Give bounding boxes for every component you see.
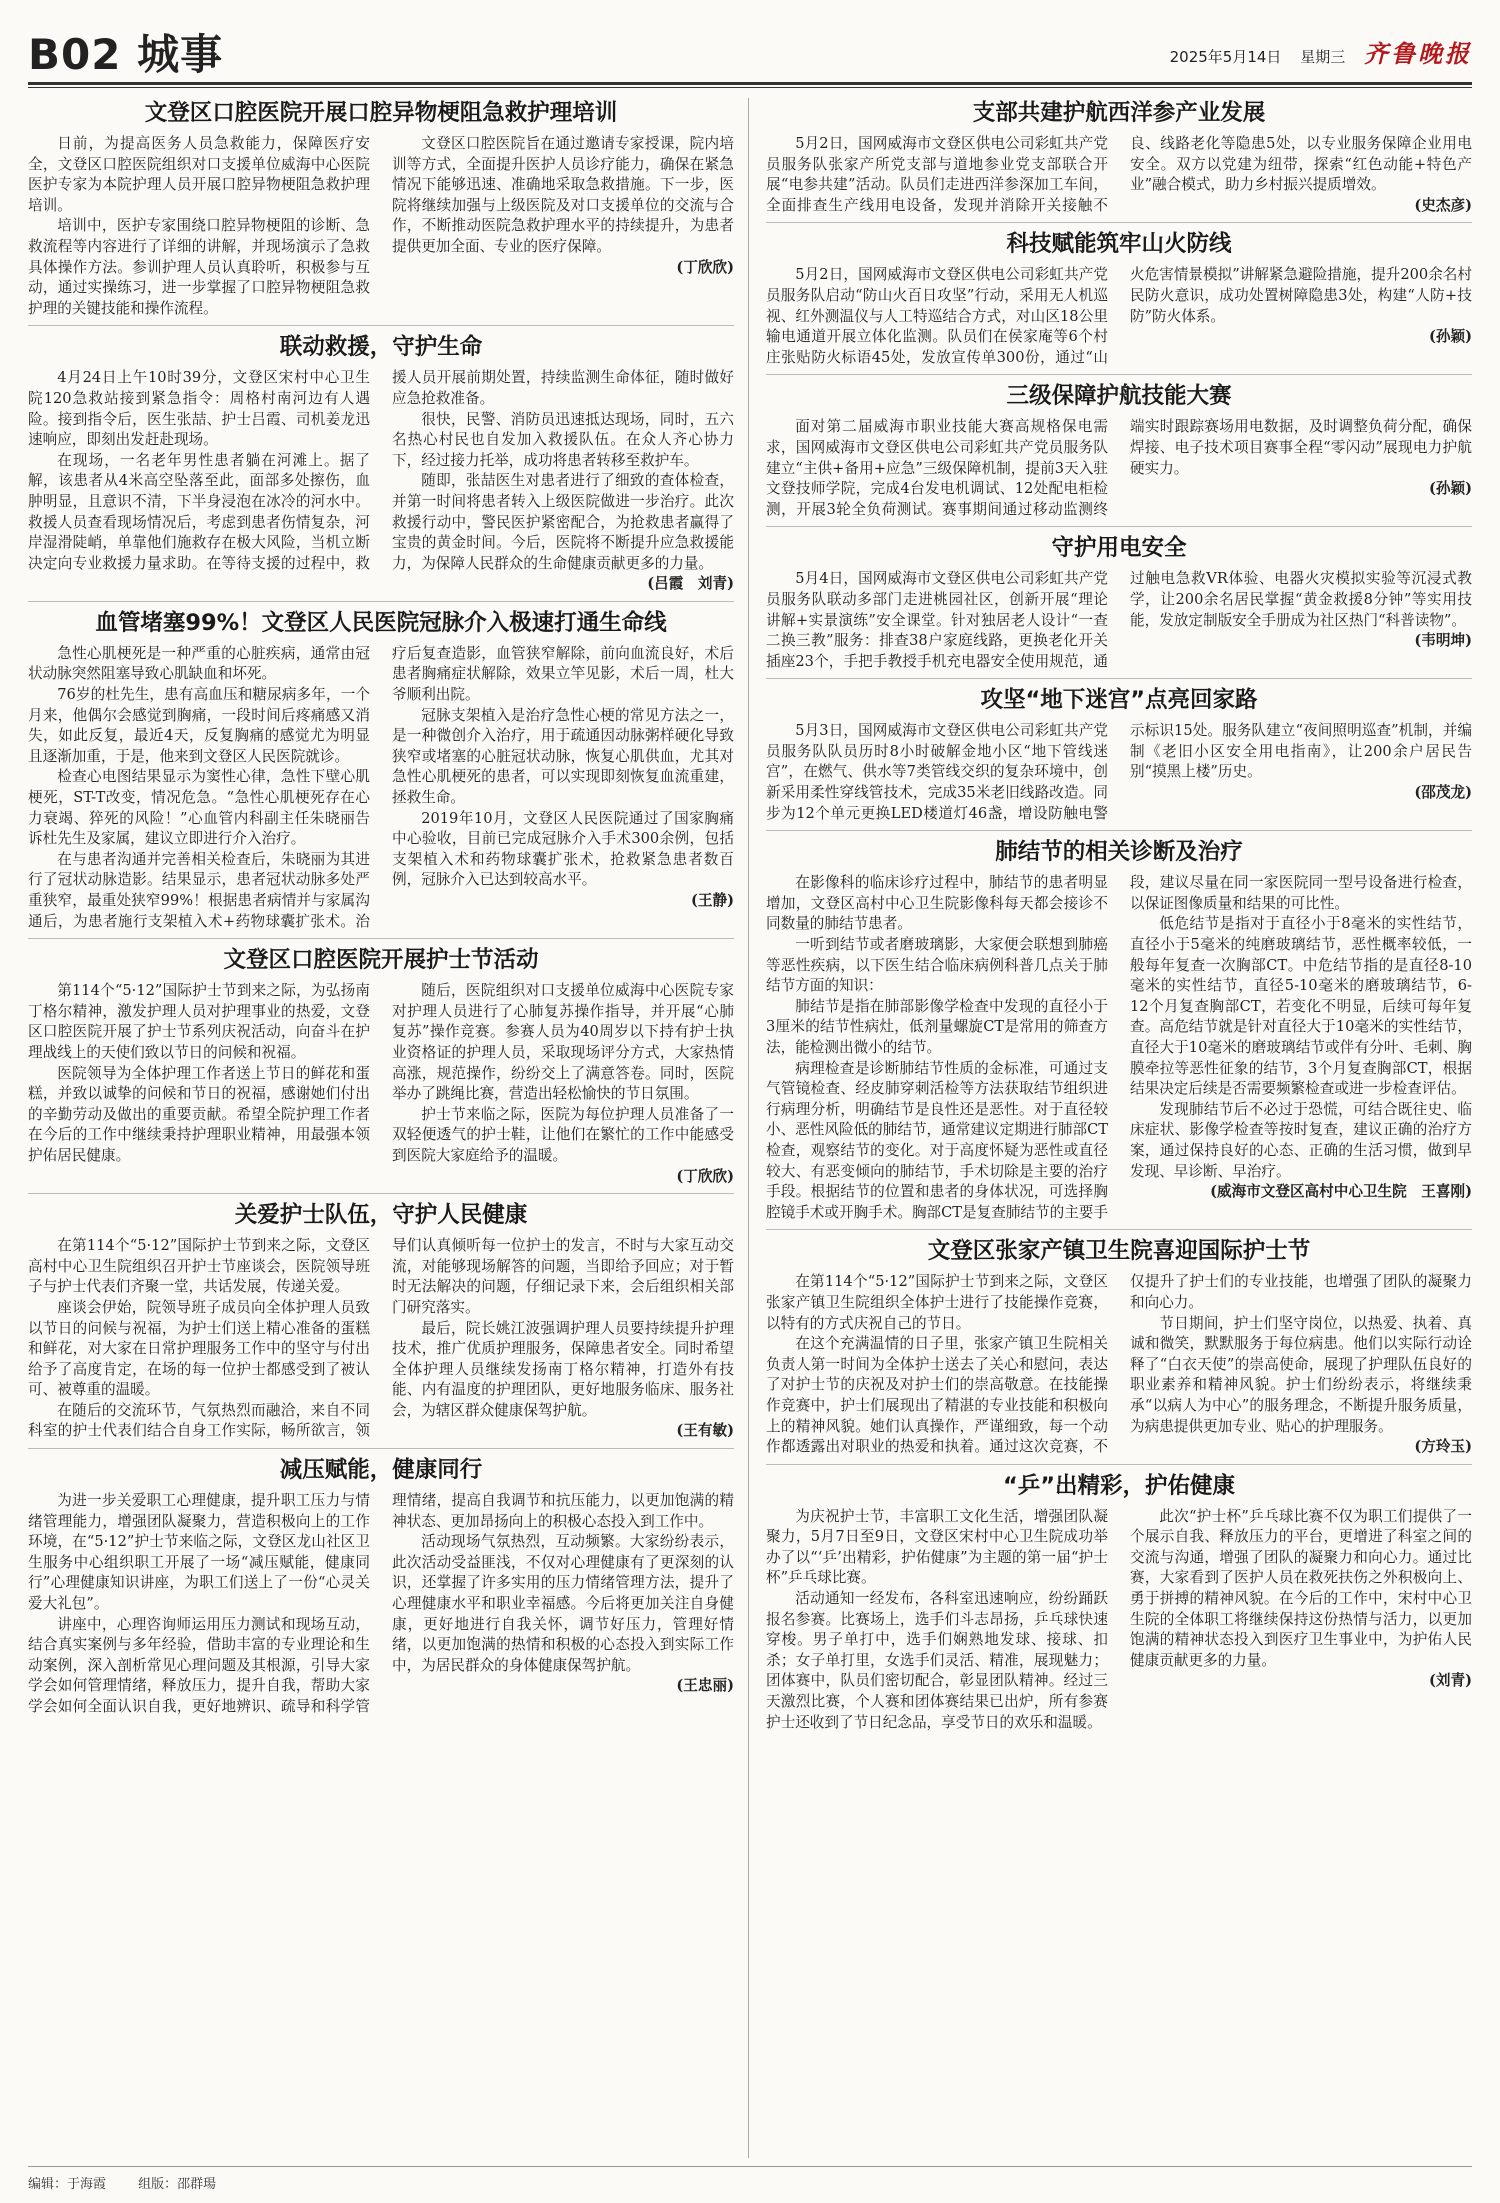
article bbox=[766, 837, 1472, 1223]
article-paragraph: 文登区口腔医院旨在通过邀请专家授课，院内培训等方式，全面提升医护人员诊疗能力，确保在紧急情况下能够迅速、准确地采取急救措施。下一步，医院将继续加强与上级医院及对口支援单位的交流与合作，不断推动医院急救护理水平的持续提升，为患者提供更加全面、专业的医疗保障。 bbox=[392, 135, 734, 255]
article-headline: “乒”出精彩，护佑健康 bbox=[1002, 1472, 1236, 1499]
article-headline: 关爱护士队伍，守护人民健康 bbox=[234, 1202, 528, 1229]
article bbox=[766, 533, 1472, 672]
article-body bbox=[28, 644, 734, 932]
article bbox=[766, 381, 1472, 520]
article bbox=[28, 1200, 734, 1442]
article-byline: (丁欣欣) bbox=[676, 258, 734, 276]
article-headline: 攻坚“地下迷宫”点亮回家路 bbox=[980, 687, 1258, 714]
article-body bbox=[766, 873, 1472, 1223]
article-paragraph: 2019年10月，文登区人民医院通过了国家胸痛中心验收，目前已完成冠脉介入手术300余例，包括支架植入术和药物球囊扩张术，抢救紧急患者数百例，冠脉介入已达到较高水平。 bbox=[392, 809, 734, 889]
article-paragraph: 76岁的杜先生，患有高血压和糖尿病多年，一个月来，他偶尔会感觉到胸痛，一段时间后疼痛感又消失，如此反复，最近4天，反复胸痛的感觉尤为明显且逐渐加重，于是，他来到文登区人民医院就诊。 bbox=[28, 686, 370, 765]
article-headline: 支部共建护航西洋参产业发展 bbox=[972, 100, 1266, 126]
article-paragraph: 在与患者沟通并完善相关检查后，朱晓丽为其进行了冠状动脉造影。结果显示，患者冠状动脉多处严重狭窄，最重处狭窄99%！根据患者病情并与家属沟通后，为患者施行支架植入术+药物球囊扩张术。治疗后复查造影，血管狭窄解除，前向血流良好，术后患者胸痛症状解除，效果立竿见影，术后一周，杜大爷顺利出院。 bbox=[28, 644, 734, 930]
article bbox=[28, 1455, 734, 1718]
article-headline: 守护用电安全 bbox=[1051, 535, 1187, 562]
article-paragraph: 活动通知一经发布，各科室迅速响应，纷纷踊跃报名参赛。比赛场上，选手们斗志昂扬，乒乓球快速穿梭。男子单打中，选手们娴熟地发球、接球、扣杀；女子单打里，女选手们灵活、精准，展现魅力；团体赛中，队员们密切配合，彰显团队精神。经过三天激烈比赛，个人赛和团体赛结果已出炉，所有参赛护士还收到了节日纪念品，享受节日的欢乐和温暖。 bbox=[766, 1590, 1108, 1731]
article-paragraph: 发现肺结节后不必过于恐慌，可结合既往史、临床症状、影像学检查等按时复查，建议正确的治疗方案，通过保持良好的心态、正确的生活习惯，做到早发现、早诊断、早治疗。 bbox=[1130, 1100, 1472, 1180]
article bbox=[766, 685, 1472, 824]
article bbox=[28, 945, 734, 1187]
article-paragraph: 低危结节是指对于直径小于8毫米的实性结节，直径小于5毫米的纯磨玻璃结节，恶性概率较低，一般每年复查一次胸部CT。中危结节指的是直径8-10毫米的实性结节，直径5-10毫米的磨玻璃结节，6-12个月复查胸部CT，若变化不明显，后续可每年复查。高危结节就是针对直径大于10毫米的实性结节，直径大于10毫米的磨玻璃结节或伴有分叶、毛刺、胸膜牵拉等恶性征象的结节，3个月复查胸部CT，根据结果决定后续是否需要频繁检查或进一步检查评估。 bbox=[1130, 915, 1472, 1098]
article-divider bbox=[28, 938, 734, 939]
article-body bbox=[28, 134, 734, 319]
article-paragraph: 很快，民警、消防员迅速抵达现场，同时，五六名热心村民也自发加入救援队伍。在众人齐心协力下，经过接力托举，成功将患者转移至救护车。 bbox=[392, 410, 734, 469]
page-header bbox=[28, 22, 1472, 90]
article-byline: (刘青) bbox=[1429, 1672, 1472, 1690]
article-body bbox=[766, 569, 1472, 672]
article-paragraph: 讲座中，心理咨询师运用压力测试和现场互动，结合真实案例与多年经验，借助丰富的专业理论和生动案例，深入剖析常见心理问题及其根源，引导大家学会如何管理情绪，释放压力，提升自我，帮助大家学会如何全面认识自我，更好地辨识、疏导和科学管理情绪，提高自我调节和抗压能力，以更加饱满的精神状态、更加昂扬向上的积极心态投入到工作中。 bbox=[28, 1492, 734, 1715]
article-paragraph: 在影像科的临床诊疗过程中，肺结节的患者明显增加，文登区高村中心卫生院影像科每天都会接诊不同数量的肺结节患者。 bbox=[766, 874, 1108, 933]
right-column bbox=[766, 98, 1472, 1739]
article-divider bbox=[766, 374, 1472, 375]
article-paragraph: 为庆祝护士节，丰富职工文化生活，增强团队凝聚力，5月7日至9日，文登区宋村中心卫生院成功举办了以“‘乒’出精彩，护佑健康”为主题的第一届“护士杯”乒乓球比赛。 bbox=[766, 1507, 1108, 1587]
article-byline: (方玲玉) bbox=[1414, 1438, 1472, 1456]
article-paragraph: 5月4日，国网威海市文登区供电公司彩虹共产党员服务队联动多部门走进桃园社区，创新开展“理论讲解+实景演练”安全课堂。针对独居老人设计“一查二换三教”服务：排查38户家庭线路，更换老化开关插座23个，手把手教授手机充电器安全使用规范，通过触电急救VR体验、电器火灾模拟实验等沉浸式教学，让200余名居民掌握“黄金救援8分钟”等实用技能，发放定制版安全手册成为社区热门“科普读物”。 bbox=[766, 570, 1472, 670]
article-paragraph: 最后，院长姚江波强调护理人员要持续提升护理技术，推广优质护理服务，保障患者安全。同时希望全体护理人员继续发扬南丁格尔精神，打造外有技能、内有温度的护理团队，更好地服务临床、服务社会，为辖区群众健康保驾护航。 bbox=[392, 1319, 734, 1419]
article-headline: 三级保障护航技能大赛 bbox=[1006, 383, 1232, 410]
article-byline: (王忠丽) bbox=[676, 1677, 734, 1695]
editor-credit: 编辑：于海霞 bbox=[28, 2177, 107, 2192]
header-rule-thin bbox=[28, 87, 1472, 88]
article bbox=[28, 98, 734, 319]
article-paragraph: 冠脉支架植入是治疗急性心梗的常见方法之一，是一种微创介入治疗，用于疏通因动脉粥样硬化导致狭窄或堵塞的心脏冠状动脉，恢复心肌供血，尤其对急性心肌梗死的患者，可以实现即刻恢复血流重建，拯救生命。 bbox=[392, 706, 734, 807]
article-byline: (王静) bbox=[691, 892, 734, 909]
header-meta bbox=[1156, 34, 1472, 69]
article-paragraph: 护士节来临之际，医院为每位护理人员准备了一双轻便透气的护士鞋，让他们在繁忙的工作中能感受到医院大家庭给予的温暖。 bbox=[392, 1105, 734, 1164]
article-divider bbox=[28, 601, 734, 602]
article-paragraph: 病理检查是诊断肺结节性质的金标准，可通过支气管镜检查、经皮肺穿刺活检等方法获取结节组织进行病理分析，明确结节是良性还是恶性。对于直径较小、恶性风险低的肺结节，通常建议定期进行肺部CT检查，观察结节的变化。对于高度怀疑为恶性或直径较大、有恶变倾向的肺结节，手术切除是主要的治疗手段。根据结节的位置和患者的身体状况，可选择胸腔镜手术或开胸手术。胸部CT是复查肺结节的主要手段，建议尽量在同一家医院同一型号设备进行检查，以保证图像质量和结果的可比性。 bbox=[766, 874, 1472, 1221]
article-byline: (丁欣欣) bbox=[676, 1167, 734, 1185]
article-paragraph: 在这个充满温情的日子里，张家产镇卫生院相关负责人第一时间为全体护士送去了关心和慰问，表达了对护士节的庆祝及对护士们的崇高敬意。在技能操作竞赛中，护士们展现出了精湛的专业技能和积极向上的精神风貌。她们认真操作，严谨细致，每一个动作都透露出对职业的热爱和执着。通过这次竞赛，不仅提升了护士们的专业技能，也增强了团队的凝聚力和向心力。 bbox=[766, 1273, 1472, 1456]
article-divider bbox=[28, 325, 734, 326]
article-paragraph: 4月24日上午10时39分，文登区宋村中心卫生院120急救站接到紧急指令：周格村南河边有人遇险。接到指令后，医生张喆、护士吕霞、司机姜龙迅速响应，即刻出发赶赴现场。 bbox=[28, 369, 370, 449]
article-byline: (吕霞 刘青) bbox=[647, 575, 734, 593]
article-byline: (孙颖) bbox=[1429, 328, 1472, 346]
article-paragraph: 随后，医院组织对口支援单位威海中心医院专家对护理人员进行了心肺复苏操作指导，并开展“心肺复苏”操作竞赛。参赛人员为40周岁以下持有护士执业资格证的护理人员，采取现场评分方式，大家热情高涨，规范操作，纷纷交上了满意答卷。同时，医院举办了跳绳比赛，营造出轻松愉快的节日氛围。 bbox=[392, 982, 734, 1103]
article-divider bbox=[766, 830, 1472, 831]
section-title: B02 城事 bbox=[28, 30, 224, 79]
article-paragraph: 在随后的交流环节，气氛热烈而融洽，来自不同科室的护士代表们结合自身工作实际，畅所欲言，领导们认真倾听每一位护士的发言，不时与大家互动交流，对能够现场解答的问题，当即给予回应；对于暂时无法解决的问题，仔细记录下来，会后组织相关部门研究落实。 bbox=[28, 1237, 734, 1440]
article-body bbox=[28, 981, 734, 1187]
article-paragraph: 第114个“5·12”国际护士节到来之际，为弘扬南丁格尔精神，激发护理人员对护理事业的热爱，文登区口腔医院开展了护士节系列庆祝活动，向奋斗在护理战线上的天使们致以节日的问候和祝福。 bbox=[28, 982, 370, 1061]
article-paragraph: 面对第二届威海市职业技能大赛高规格保电需求，国网威海市文登区供电公司彩虹共产党员服务队建立“主供+备用+应急”三级保障机制，提前3天入驻文登技师学院，完成4台发电机调试、12处配电柜检测，开展3轮全负荷测试。赛事期间通过移动监测终端实时跟踪赛场用电数据，及时调整负荷分配，确保焊接、电子技术项目赛事全程“零闪动”展现电力护航硬实力。 bbox=[766, 418, 1472, 518]
article-divider bbox=[766, 222, 1472, 223]
article-body bbox=[766, 1272, 1472, 1457]
article-paragraph: 节日期间，护士们坚守岗位，以热爱、执着、真诚和微笑，默默服务于每位病患。他们以实际行动诠释了“白衣天使”的崇高使命，展现了护理队伍良好的职业素养和精神风貌。护士们纷纷表示，将继续秉承“以病人为中心”的服务理念，不断提升服务质量，为病患提供更加专业、贴心的护理服务。 bbox=[1130, 1314, 1472, 1435]
article-paragraph: 在第114个“5·12”国际护士节到来之际，文登区张家产镇卫生院组织全体护士进行了技能操作竞赛，以特有的方式庆祝自己的节日。 bbox=[766, 1273, 1108, 1332]
article-paragraph: 在现场，一名老年男性患者躺在河滩上。据了解，该患者从4米高空坠落至此，面部多处擦伤，血肿明显，且意识不清，下半身浸泡在冰冷的河水中。救援人员查看现场情况后，考虑到患者伤情复杂，河岸湿滑陡峭，单靠他们施救存在极大风险，当机立断决定向专业救援力量求助。在等待支援的过程中，救援人员开展前期处置，持续监测生命体征，随时做好应急抢救准备。 bbox=[28, 369, 734, 572]
article bbox=[766, 1236, 1472, 1457]
article-paragraph: 培训中，医护专家围绕口腔异物梗阻的诊断、急救流程等内容进行了详细的讲解，并现场演示了急救具体操作方法。参训护理人员认真聆听，积极参与互动，通过实操练习，进一步掌握了口腔异物梗阻急救护理的关键技能和操作流程。 bbox=[28, 217, 370, 317]
article-divider bbox=[766, 1229, 1472, 1230]
article-paragraph: 一听到结节或者磨玻璃影，大家便会联想到肺癌等恶性疾病，以下医生结合临床病例科普几点关于肺结节方面的知识： bbox=[766, 936, 1108, 995]
article-paragraph: 5月2日，国网威海市文登区供电公司彩虹共产党员服务队启动“防山火百日攻坚”行动，采用无人机巡视、红外测温仪与人工特巡结合方式，对山区18公里输电通道开展立体化监测。队员们在侯家庵等6个村庄张贴防火标语45处，发放宣传单300份，通过“山火危害情景模拟”讲解紧急避险措施，提升200余名村民防火意识，成功处置树障隐患3处，构建“人防+技防”防火体系。 bbox=[766, 266, 1472, 366]
article-headline: 肺结节的相关诊断及治疗 bbox=[995, 839, 1243, 866]
article bbox=[766, 229, 1472, 368]
article-paragraph: 座谈会伊始，院领导班子成员向全体护理人员致以节日的问候与祝福，为护士们送上精心准备的蛋糕和鲜花，对大家在日常护理服务工作中的坚守与付出给予了高度肯定，在场的每一位护士都感受到了被认可、被尊重的温暖。 bbox=[28, 1298, 370, 1399]
article-body bbox=[28, 1491, 734, 1718]
article-body bbox=[28, 1236, 734, 1442]
article-headline: 文登区口腔医院开展口腔异物梗阻急救护理培训 bbox=[144, 100, 618, 126]
article-byline: (韦明坤) bbox=[1414, 632, 1472, 650]
header-rule bbox=[28, 82, 1472, 85]
layout-credit: 组版：邵群瑒 bbox=[138, 2177, 217, 2192]
article-paragraph: 为进一步关爱职工心理健康，提升职工压力与情绪管理能力，增强团队凝聚力，营造积极向上的工作环境，在“5·12”护士节来临之际，文登区龙山社区卫生服务中心组织职工开展了一场“减压赋能，健康同行”心理健康知识讲座，为职工们送上了一份“心灵关爱大礼包”。 bbox=[28, 1492, 370, 1613]
article-paragraph: 急性心肌梗死是一种严重的心脏疾病，通常由冠状动脉突然阻塞导致心肌缺血和坏死。 bbox=[28, 644, 370, 683]
article-headline: 减压赋能，健康同行 bbox=[279, 1457, 483, 1484]
article-body bbox=[766, 265, 1472, 368]
left-column bbox=[28, 98, 734, 1724]
article-divider bbox=[766, 526, 1472, 527]
article-paragraph: 5月2日，国网威海市文登区供电公司彩虹共产党员服务队张家产所党支部与道地参业党支部联合开展“电参共建”活动。队员们走进西洋参深加工车间，全面排查生产线用电设备，发现并消除开关接触不良、线路老化等隐患5处，以专业服务保障企业用电安全。双方以党建为纽带，探索“红色动能+特色产业”融合模式，助力乡村振兴提质增效。 bbox=[766, 135, 1472, 214]
article-headline: 文登区口腔医院开展护士节活动 bbox=[223, 947, 539, 974]
article-byline: (史杰彦) bbox=[1414, 196, 1472, 214]
article-headline: 联动救援，守护生命 bbox=[279, 334, 483, 361]
article-paragraph: 肺结节是指在肺部影像学检查中发现的直径小于3厘米的结节性病灶，低剂量螺旋CT是常用的筛查方法，能检测出微小的结节。 bbox=[766, 997, 1108, 1056]
article bbox=[766, 98, 1472, 216]
article-headline: 文登区张家产镇卫生院喜迎国际护士节 bbox=[927, 1238, 1311, 1265]
article-body bbox=[766, 134, 1472, 216]
article bbox=[28, 608, 734, 932]
issue-weekday: 星期三 bbox=[1300, 48, 1346, 66]
page-footer bbox=[28, 2166, 1472, 2192]
article bbox=[766, 1471, 1472, 1734]
article-divider bbox=[766, 1464, 1472, 1465]
column-divider bbox=[748, 98, 749, 2158]
article-divider bbox=[766, 678, 1472, 679]
article-body bbox=[766, 1507, 1472, 1734]
article-body bbox=[28, 368, 734, 595]
article-paragraph: 医院领导为全体护理工作者送上节日的鲜花和蛋糕，并致以诚挚的问候和节日的祝福，感谢她们付出的辛勤劳动及做出的重要贡献。希望全院护理工作者在今后的工作中继续秉持护理职业精神，用最强本领护佑居民健康。 bbox=[28, 1064, 370, 1164]
article-paragraph: 5月3日，国网威海市文登区供电公司彩虹共产党员服务队队员历时8小时破解金地小区“地下管线迷宫”，在燃气、供水等7类管线交织的复杂环境中，创新采用柔性穿线管技术，完成35米老旧线路改造。同步为12个单元更换LED楼道灯46盏，增设防触电警示标识15处。服务队建立“夜间照明巡查”机制，并编制《老旧小区安全用电指南》，让200余户居民告别“摸黑上楼”历史。 bbox=[766, 722, 1472, 822]
article-headline: 科技赋能筑牢山火防线 bbox=[1006, 231, 1232, 258]
article-divider bbox=[28, 1193, 734, 1194]
article-paragraph: 日前，为提高医务人员急救能力，保障医疗安全，文登区口腔医院组织对口支援单位威海中心医院医护专家为本院护理人员开展口腔异物梗阻急救护理培训。 bbox=[28, 135, 370, 214]
article bbox=[28, 332, 734, 595]
article-paragraph: 检查心电图结果显示为窦性心律，急性下壁心肌梗死，ST-T改变，情况危急。“急性心肌梗死存在心力衰竭、猝死的风险！”心血管内科副主任朱晓丽告诉杜先生及家属，建议立即进行介入治疗。 bbox=[28, 768, 370, 848]
article-headline: 血管堵塞99%！文登区人民医院冠脉介入极速打通生命线 bbox=[95, 609, 667, 636]
issue-date: 2025年5月14日 bbox=[1169, 48, 1282, 66]
article-paragraph: 活动现场气氛热烈，互动频繁。大家纷纷表示，此次活动受益匪浅，不仅对心理健康有了更深刻的认识，还掌握了许多实用的压力情绪管理方法，提升了心理健康水平和职业幸福感。今后将更加关注自身健康，更好地进行自我关怀，调节好压力，管理好情绪，以更加饱满的热情和积极的心态投入到实际工作中，为居民群众的身体健康保驾护航。 bbox=[392, 1533, 734, 1674]
newspaper-logo: 齐鲁晚报 bbox=[1364, 39, 1472, 68]
article-byline: (邵茂龙) bbox=[1414, 784, 1472, 802]
article-byline: (威海市文登区高村中心卫生院 王喜刚) bbox=[1210, 1183, 1472, 1201]
article-body bbox=[766, 721, 1472, 824]
article-paragraph: 此次“护士杯”乒乓球比赛不仅为职工们提供了一个展示自我、释放压力的平台，更增进了科室之间的交流与沟通，增强了团队的凝聚力和向心力。通过比赛，大家看到了医护人员在救死扶伤之外积极向上、勇于拼搏的精神风貌。在今后的工作中，宋村中心卫生院的全体职工将继续保持这份热情与活力，以更加饱满的精神状态投入到医疗卫生事业中，为护佑人民健康贡献更多的力量。 bbox=[1130, 1507, 1472, 1669]
article-byline: (王有敏) bbox=[676, 1422, 734, 1440]
article-divider bbox=[28, 1448, 734, 1449]
article-paragraph: 在第114个“5·12”国际护士节到来之际，文登区高村中心卫生院组织召开护士节座谈会，医院领导班子与护士代表们齐聚一堂，共话发展，传递关爱。 bbox=[28, 1237, 370, 1296]
article-paragraph: 随即，张喆医生对患者进行了细致的查体检查，并第一时间将患者转入上级医院做进一步治疗。此次救援行动中，警民医护紧密配合，为抢救患者赢得了宝贵的黄金时间。今后，医院将不断提升应急救援能力，为保障人民群众的生命健康贡献更多的力量。 bbox=[392, 472, 734, 572]
article-body bbox=[766, 417, 1472, 520]
article-byline: (孙颖) bbox=[1429, 480, 1472, 498]
